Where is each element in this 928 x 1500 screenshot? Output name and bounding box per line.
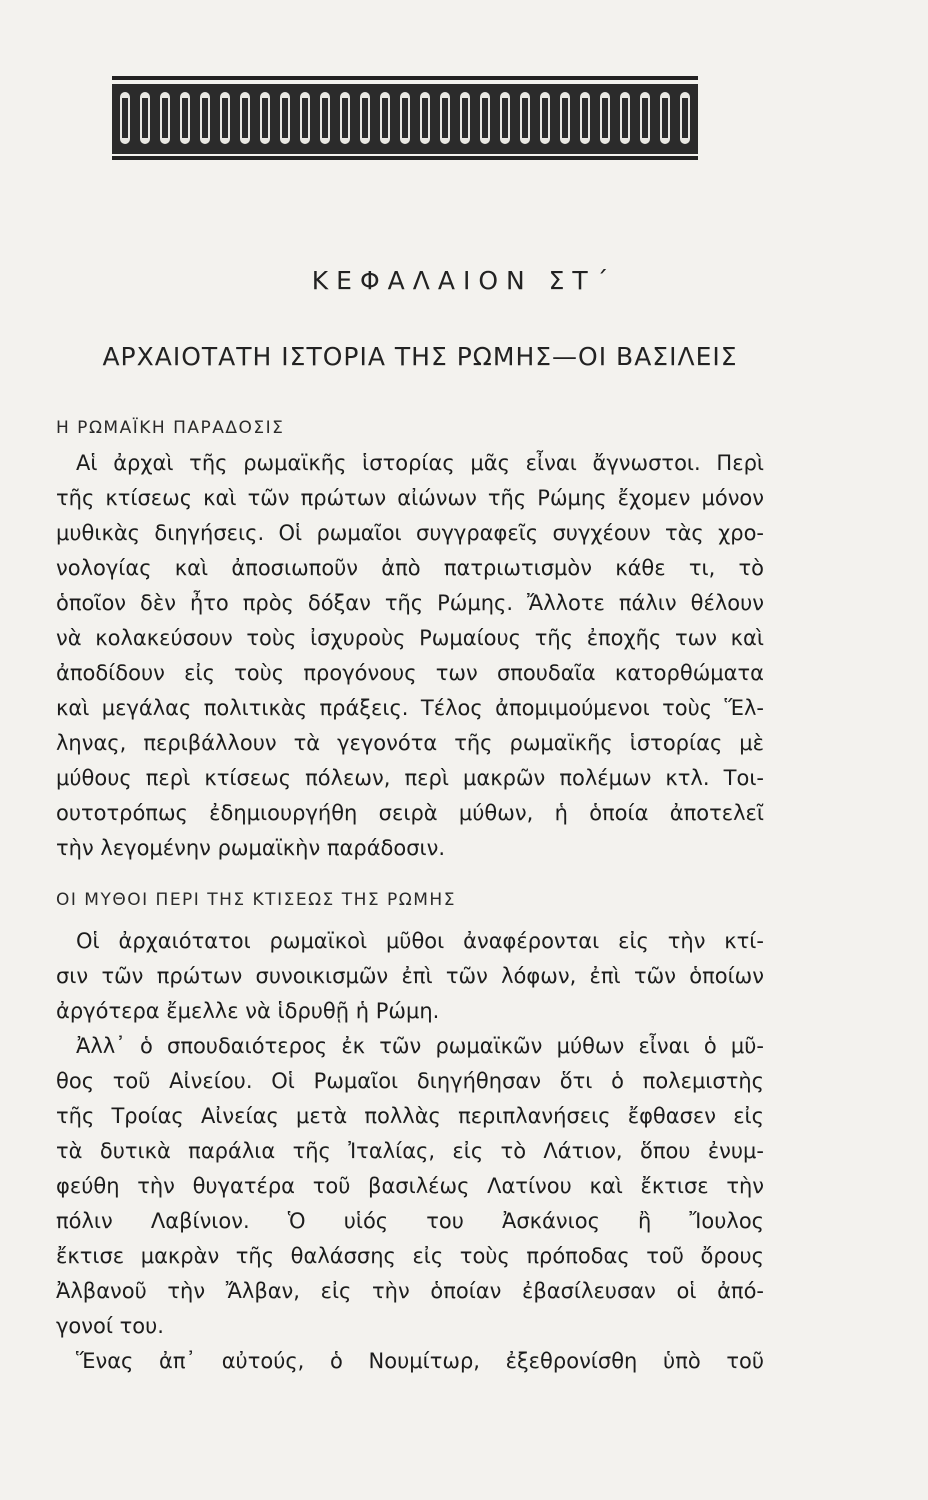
paragraph-line: ουτοτρόπως ἐδημιουργήθη σειρὰ μύθων, ἡ ὁποία ἀποτελεῖ [56,801,764,825]
paragraph-line: τὴν λεγομένην ρωμαϊκὴν παράδοσιν. [56,836,446,860]
paragraph-line: ληνας, περιβάλλουν τὰ γεγονότα τῆς ρωμαϊκῆς ἱστορίας μὲ [56,731,764,755]
paragraph-line: ἀργότερα ἔμελλε νὰ ἱδρυθῇ ἡ Ρώμη. [56,999,440,1023]
paragraph-line: Ἀλλ᾽ ὁ σπουδαιότερος ἐκ τῶν ρωμαϊκῶν μύθων εἶναι ὁ μῦ- [76,1034,764,1058]
paragraph-line: καὶ μεγάλας πολιτικὰς πράξεις. Τέλος ἀπομιμούμενοι τοὺς Ἕλ- [56,696,764,720]
paragraph-line: φεύθη τὴν θυγατέρα τοῦ βασιλέως Λατίνου καὶ ἔκτισε τὴν [56,1174,764,1198]
paragraph-line: τὰ δυτικὰ παράλια τῆς Ἰταλίας, εἰς τὸ Λάτιον, ὅπου ἐνυμ- [56,1139,764,1163]
paragraph-line: Αἱ ἀρχαὶ τῆς ρωμαϊκῆς ἱστορίας μᾶς εἶναι ἄγνωστοι. Περὶ [76,451,764,475]
paragraph-line: Ἀλβανοῦ τὴν Ἄλβαν, εἰς τὴν ὁποίαν ἐβασίλευσαν οἱ ἀπό- [56,1279,764,1303]
paragraph-line: Οἱ ἀρχαιότατοι ρωμαϊκοὶ μῦθοι ἀναφέρονται εἰς τὴν κτί- [76,929,764,953]
chapter-title: ΑΡΧΑΙΟΤΑΤΗ ΙΣΤΟΡΙΑ ΤΗΣ ΡΩΜΗΣ—ΟΙ ΒΑΣΙΛΕΙΣ [102,342,738,371]
paragraph-line: μύθους περὶ κτίσεως πόλεων, περὶ μακρῶν πολέμων κτλ. Τοι- [56,766,764,790]
paragraph-line: πόλιν Λαβίνιον. Ὁ υἱός του Ἀσκάνιος ἢ Ἴουλος [56,1209,764,1233]
paragraph-line: ὁποῖον δὲν ἦτο πρὸς δόξαν τῆς Ρώμης. Ἄλλοτε πάλιν θέλουν [56,591,764,615]
paragraph-line: γονοί του. [56,1314,164,1338]
paragraph-line: μυθικὰς διηγήσεις. Οἱ ρωμαῖοι συγγραφεῖς συγχέουν τὰς χρο- [56,521,764,545]
section-heading-roman-tradition: Η ΡΩΜΑΪΚΗ ΠΑΡΑΔΟΣΙΣ [56,418,285,438]
paragraph-line: νὰ κολακεύσουν τοὺς ἰσχυροὺς Ρωμαίους τῆς ἐποχῆς των καὶ [56,626,764,650]
paragraph-line: ἀποδίδουν εἰς τοὺς προγόνους των σπουδαῖα κατορθώματα [56,661,764,685]
paragraph-line: τῆς Τροίας Αἰνείας μετὰ πολλὰς περιπλανήσεις ἔφθασεν εἰς [56,1104,764,1128]
paragraph-line: Ἕνας ἀπ᾽ αὐτούς, ὁ Νουμίτωρ, ἐξεθρονίσθη ὑπὸ τοῦ [76,1349,764,1373]
paragraph-line: νολογίας καὶ ἀποσιωποῦν ἀπὸ πατριωτισμὸν κάθε τι, τὸ [56,556,764,580]
section-heading-founding-myths: ΟΙ ΜΥΘΟΙ ΠΕΡΙ ΤΗΣ ΚΤΙΣΕΩΣ ΤΗΣ ΡΩΜΗΣ [56,890,456,910]
paragraph-line: ἔκτισε μακρὰν τῆς θαλάσσης εἰς τοὺς πρόποδας τοῦ ὄρους [56,1244,764,1268]
ornamental-header-band [112,76,698,160]
paragraph-line: σιν τῶν πρώτων συνοικισμῶν ἐπὶ τῶν λόφων, ἐπὶ τῶν ὁποίων [56,964,764,988]
chapter-heading: ΚΕΦΑΛΑΙΟΝ ΣΤ΄ [311,266,617,295]
paragraph-line: τῆς κτίσεως καὶ τῶν πρώτων αἰώνων τῆς Ρώμης ἔχομεν μόνον [56,486,764,510]
paragraph-line: θος τοῦ Αἰνείου. Οἱ Ρωμαῖοι διηγήθησαν ὅτι ὁ πολεμιστὴς [56,1069,764,1093]
